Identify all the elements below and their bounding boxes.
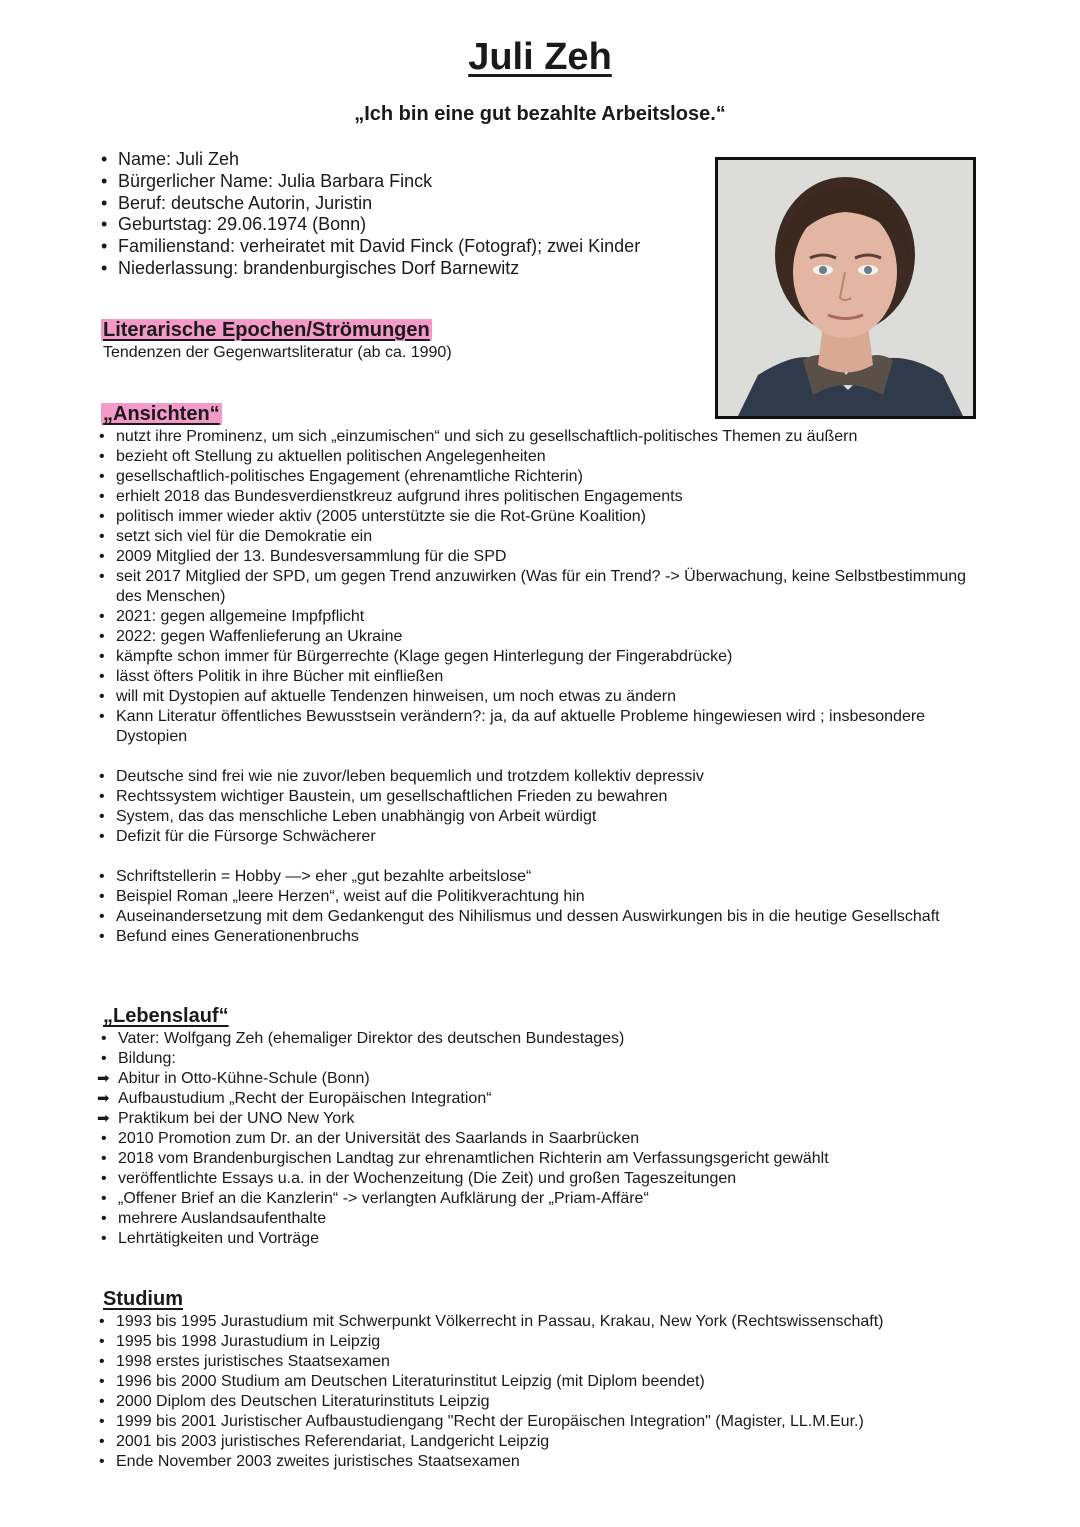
list-item: • politisch immer wieder aktiv (2005 unterstützte sie die Rot-Grüne Koalition) bbox=[99, 508, 647, 525]
list-item: • kämpfte schon immer für Bürgerrechte (Klage gegen Hinterlegung der Fingerabdrücke) bbox=[99, 648, 733, 665]
bullet-icon: • bbox=[99, 668, 105, 685]
bullet-icon: • bbox=[99, 468, 105, 485]
lebenslauf-list bbox=[97, 1029, 998, 1249]
bullet-icon: • bbox=[99, 1453, 105, 1470]
list-item: • Bürgerlicher Name: Julia Barbara Finck bbox=[101, 170, 433, 191]
bullet-icon: • bbox=[99, 1393, 105, 1410]
arrow-right-icon: ➡ bbox=[97, 1090, 110, 1107]
bullet-icon: • bbox=[101, 192, 108, 213]
list-item: • veröffentlichte Essays u.a. in der Wochenzeitung (Die Zeit) und großen Tageszeitungen bbox=[101, 1170, 737, 1187]
arrow-right-icon: ➡ bbox=[97, 1070, 110, 1087]
list-item: • will mit Dystopien auf aktuelle Tendenzen hinweisen, um noch etwas zu ändern bbox=[99, 688, 677, 705]
bullet-icon: • bbox=[99, 548, 105, 565]
bullet-icon: • bbox=[101, 1170, 107, 1187]
list-item: • Defizit für die Fürsorge Schwächerer bbox=[99, 828, 376, 845]
bullet-icon: • bbox=[99, 1353, 105, 1370]
bullet-icon: • bbox=[99, 708, 105, 725]
list-item: • mehrere Auslandsaufenthalte bbox=[101, 1210, 327, 1227]
arrow-right-icon: ➡ bbox=[97, 1110, 110, 1127]
bullet-icon: • bbox=[99, 1333, 105, 1350]
studium-list bbox=[99, 1312, 996, 1472]
bullet-icon: • bbox=[99, 448, 105, 465]
list-item: • Ende November 2003 zweites juristisches Staatsexamen bbox=[99, 1453, 520, 1470]
bullet-icon: • bbox=[99, 808, 105, 825]
bullet-icon: • bbox=[101, 170, 108, 191]
list-item: • Beispiel Roman „leere Herzen“, weist auf die Politikverachtung hin bbox=[99, 888, 585, 905]
list-item: • gesellschaftlich-politisches Engagement (ehrenamtliche Richterin) bbox=[99, 468, 583, 485]
bullet-icon: • bbox=[101, 1030, 107, 1047]
bullet-icon: • bbox=[99, 628, 105, 645]
bullet-icon: • bbox=[99, 1313, 105, 1330]
list-item: • 2018 vom Brandenburgischen Landtag zur ehrenamtlichen Richterin am Verfassungsgericht gewählt bbox=[101, 1150, 829, 1167]
bullet-icon: • bbox=[99, 608, 105, 625]
portrait-illustration bbox=[718, 160, 973, 416]
bullet-icon: • bbox=[99, 488, 105, 505]
list-item: • 2022: gegen Waffenlieferung an Ukraine bbox=[99, 628, 403, 645]
list-item: • Kann Literatur öffentliches Bewusstsein verändern?: ja, da auf aktuelle Probleme hingewiesen wird ; insbesondere Dystopien bbox=[99, 708, 926, 745]
section-heading-epochen: Literarische Epochen/Strömungen bbox=[103, 319, 430, 341]
list-item: • 2010 Promotion zum Dr. an der Universität des Saarlands in Saarbrücken bbox=[101, 1130, 640, 1147]
bullet-icon: • bbox=[99, 768, 105, 785]
list-item: • lässt öfters Politik in ihre Bücher mit einfließen bbox=[99, 668, 444, 685]
bullet-icon: • bbox=[99, 888, 105, 905]
bullet-icon: • bbox=[99, 788, 105, 805]
list-item: • setzt sich viel für die Demokratie ein bbox=[99, 528, 373, 545]
list-item: • nutzt ihre Prominenz, um sich „einzumischen“ und sich zu gesellschaftlich-politisches Themen zu äußern bbox=[99, 428, 858, 445]
bullet-icon: • bbox=[101, 1210, 107, 1227]
section-heading-studium: Studium bbox=[103, 1288, 183, 1310]
list-item: • Bildung: bbox=[101, 1050, 176, 1067]
bullet-icon: • bbox=[101, 214, 108, 235]
list-item: • Name: Juli Zeh bbox=[101, 149, 240, 169]
bullet-icon: • bbox=[101, 236, 108, 257]
list-item: • Auseinandersetzung mit dem Gedankengut des Nihilismus und dessen Auswirkungen bis in die heutige Gesellschaft bbox=[99, 908, 940, 925]
list-gap bbox=[116, 847, 996, 867]
list-item: • Beruf: deutsche Autorin, Juristin bbox=[101, 192, 373, 213]
bullet-icon: • bbox=[101, 149, 108, 169]
list-item: • 2000 Diplom des Deutschen Literaturinstituts Leipzig bbox=[99, 1393, 490, 1410]
quote: „Ich bin eine gut bezahlte Arbeitslose.“ bbox=[354, 103, 726, 125]
bullet-icon: • bbox=[99, 508, 105, 525]
list-item: • System, das das menschliche Leben unabhängig von Arbeit würdigt bbox=[99, 808, 597, 825]
list-item: • bezieht oft Stellung zu aktuellen politischen Angelegenheiten bbox=[99, 448, 546, 465]
bullet-icon: • bbox=[101, 1190, 107, 1207]
list-item: • „Offener Brief an die Kanzlerin“ -> verlangten Aufklärung der „Priam-Affäre“ bbox=[101, 1190, 649, 1207]
list-item: ➡ Abitur in Otto-Kühne-Schule (Bonn) bbox=[97, 1070, 370, 1087]
epochen-text: Tendenzen der Gegenwartsliteratur (ab ca. 1990) bbox=[103, 344, 452, 361]
info-list bbox=[101, 149, 698, 280]
bullet-icon: • bbox=[101, 1230, 107, 1247]
list-item: • Niederlassung: brandenburgisches Dorf Barnewitz bbox=[101, 257, 520, 278]
list-item: • 1995 bis 1998 Jurastudium in Leipzig bbox=[99, 1333, 381, 1350]
ansichten-list bbox=[99, 427, 996, 947]
list-item: ➡ Praktikum bei der UNO New York bbox=[97, 1110, 355, 1127]
list-item: • 1999 bis 2001 Juristischer Aufbaustudiengang "Recht der Europäischen Integration" (Magister, LL.M.Eur.) bbox=[99, 1413, 864, 1430]
list-item: • Lehrtätigkeiten und Vorträge bbox=[101, 1230, 320, 1247]
bullet-icon: • bbox=[99, 568, 105, 585]
list-item: • erhielt 2018 das Bundesverdienstkreuz aufgrund ihres politischen Engagements bbox=[99, 488, 683, 505]
bullet-icon: • bbox=[99, 1413, 105, 1430]
list-item: • Deutsche sind frei wie nie zuvor/leben bequemlich und trotzdem kollektiv depressiv bbox=[99, 768, 704, 785]
bullet-icon: • bbox=[101, 257, 108, 278]
list-item: • Geburtstag: 29.06.1974 (Bonn) bbox=[101, 214, 367, 235]
bullet-icon: • bbox=[101, 1150, 107, 1167]
list-item: • seit 2017 Mitglied der SPD, um gegen Trend anzuwirken (Was für ein Trend? -> Überwachung, keine Selbstbestimmung des Menschen) bbox=[99, 568, 967, 605]
bullet-icon: • bbox=[99, 648, 105, 665]
bullet-icon: • bbox=[99, 868, 105, 885]
list-item: • 2009 Mitglied der 13. Bundesversammlung für die SPD bbox=[99, 548, 507, 565]
list-item: • 1996 bis 2000 Studium am Deutschen Literaturinstitut Leipzig (mit Diplom beendet) bbox=[99, 1373, 705, 1390]
bullet-icon: • bbox=[99, 1433, 105, 1450]
bullet-icon: • bbox=[99, 528, 105, 545]
list-item: • 2021: gegen allgemeine Impfpflicht bbox=[99, 608, 365, 625]
bullet-icon: • bbox=[99, 908, 105, 925]
list-item: • 2001 bis 2003 juristisches Referendariat, Landgericht Leipzig bbox=[99, 1433, 550, 1450]
list-item: • Vater: Wolfgang Zeh (ehemaliger Direktor des deutschen Bundestages) bbox=[101, 1030, 625, 1047]
bullet-icon: • bbox=[99, 828, 105, 845]
bullet-icon: • bbox=[99, 1373, 105, 1390]
list-item: • Rechtssystem wichtiger Baustein, um gesellschaftlichen Frieden zu bewahren bbox=[99, 788, 668, 805]
bullet-icon: • bbox=[101, 1130, 107, 1147]
bullet-icon: • bbox=[99, 688, 105, 705]
section-heading-ansichten: „Ansichten“ bbox=[103, 403, 220, 425]
list-item: • Befund eines Generationenbruchs bbox=[99, 928, 359, 945]
page-title: Juli Zeh bbox=[468, 36, 612, 78]
bullet-icon: • bbox=[99, 428, 105, 445]
bullet-icon: • bbox=[99, 928, 105, 945]
list-item: ➡ Aufbaustudium „Recht der Europäischen Integration“ bbox=[97, 1090, 492, 1107]
section-heading-lebenslauf: „Lebenslauf“ bbox=[103, 1005, 229, 1027]
portrait-photo bbox=[715, 157, 976, 419]
list-item: • 1998 erstes juristisches Staatsexamen bbox=[99, 1353, 390, 1370]
list-item: • 1993 bis 1995 Jurastudium mit Schwerpunkt Völkerrecht in Passau, Krakau, New York (Rechtswissenschaft) bbox=[99, 1313, 884, 1330]
bullet-icon: • bbox=[101, 1050, 107, 1067]
list-item: • Familienstand: verheiratet mit David Finck (Fotograf); zwei Kinder bbox=[101, 236, 641, 257]
list-gap bbox=[116, 747, 996, 767]
list-item: • Schriftstellerin = Hobby —> eher „gut bezahlte arbeitslose“ bbox=[99, 868, 532, 885]
